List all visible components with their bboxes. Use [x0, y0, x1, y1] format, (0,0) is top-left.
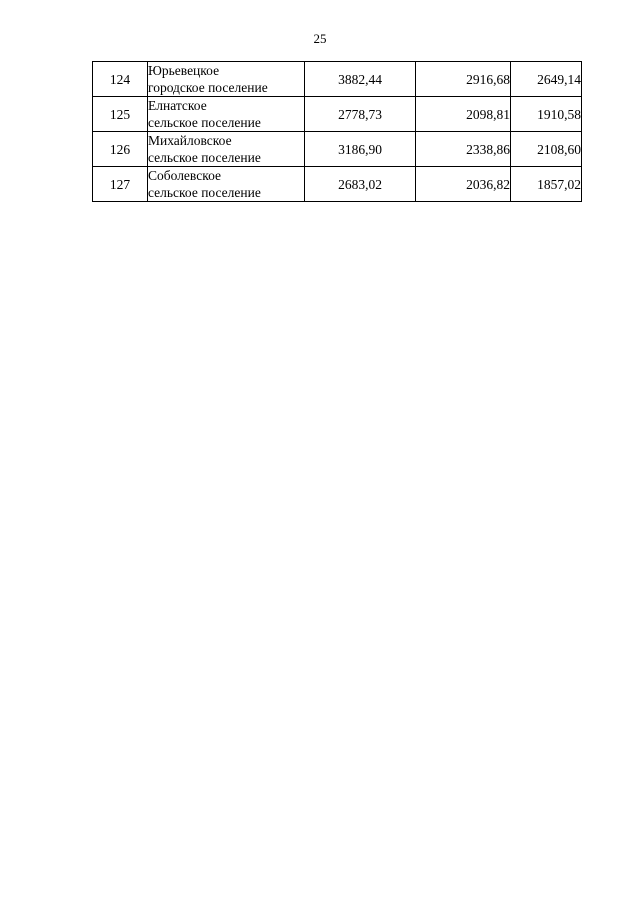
value-3-cell: 1910,58 — [511, 97, 582, 132]
settlement-name-cell — [148, 132, 305, 167]
table-row — [93, 167, 582, 202]
settlement-name-line2: сельское поселение — [148, 115, 261, 130]
settlement-name-line1: Юрьевецкое — [148, 63, 220, 78]
settlement-name-cell — [148, 62, 305, 97]
table-row — [93, 97, 582, 132]
value-1-cell: 3882,44 — [305, 62, 416, 97]
settlement-name-line1: Елнатское — [148, 98, 207, 113]
value-2-cell: 2916,68 — [416, 62, 511, 97]
value-2-cell: 2338,86 — [416, 132, 511, 167]
value-3-cell: 2649,14 — [511, 62, 582, 97]
value-1-cell: 2683,02 — [305, 167, 416, 202]
table-row — [93, 132, 582, 167]
value-3-cell: 1857,02 — [511, 167, 582, 202]
settlement-name-cell — [148, 167, 305, 202]
row-number-cell: 127 — [93, 167, 148, 202]
settlement-name-line2: сельское поселение — [148, 185, 261, 200]
value-3-cell: 2108,60 — [511, 132, 582, 167]
table-body — [93, 62, 582, 202]
value-1-cell: 2778,73 — [305, 97, 416, 132]
settlements-table — [92, 61, 582, 202]
settlement-name-line2: городское поселение — [148, 80, 268, 95]
row-number-cell: 124 — [93, 62, 148, 97]
row-number-cell: 126 — [93, 132, 148, 167]
page-number: 25 — [313, 31, 327, 46]
settlement-name-line1: Соболевское — [148, 168, 221, 183]
settlement-name-line2: сельское поселение — [148, 150, 261, 165]
value-1-cell: 3186,90 — [305, 132, 416, 167]
table-row — [93, 62, 582, 97]
row-number-cell: 125 — [93, 97, 148, 132]
settlement-name-cell — [148, 97, 305, 132]
settlement-name-line1: Михайловское — [148, 133, 232, 148]
value-2-cell: 2036,82 — [416, 167, 511, 202]
value-2-cell: 2098,81 — [416, 97, 511, 132]
